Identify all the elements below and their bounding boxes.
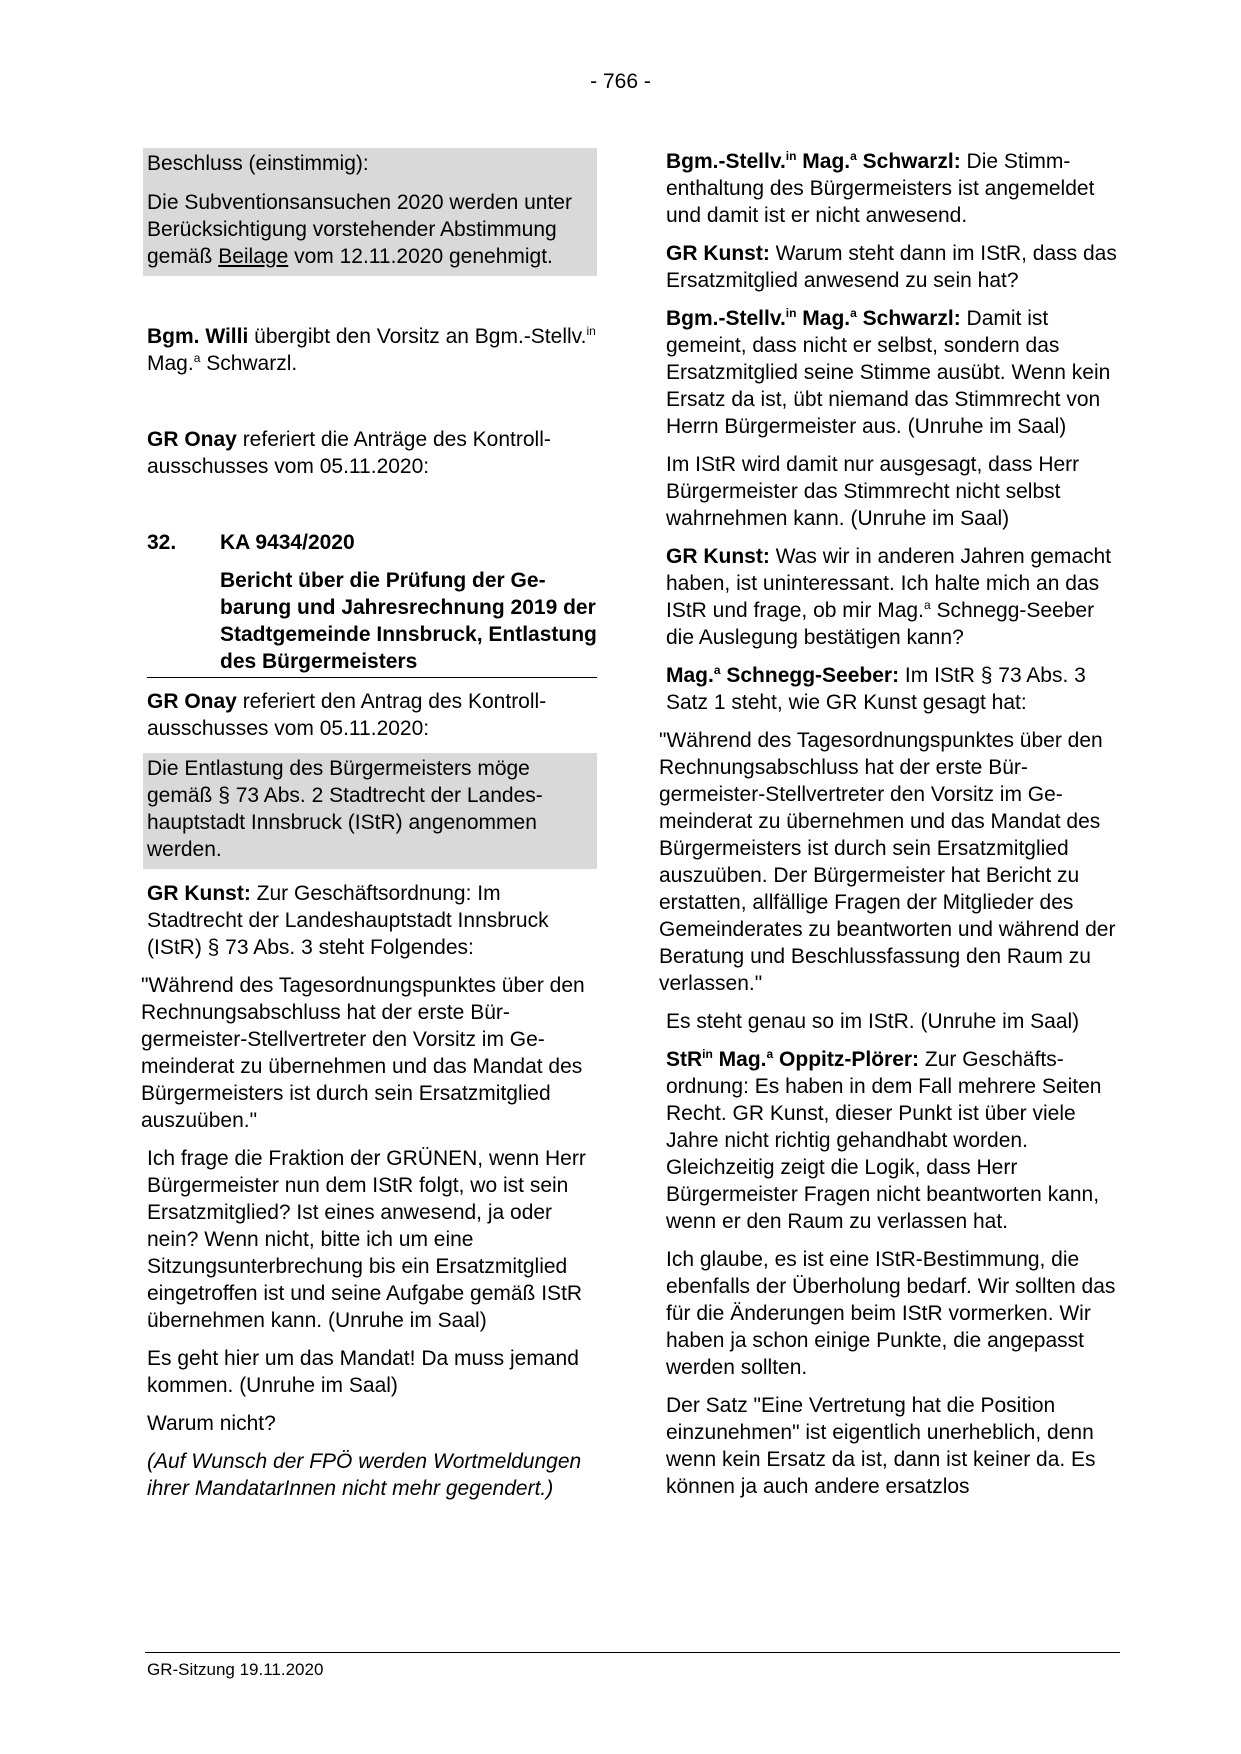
onay-paragraph-2	[147, 688, 597, 742]
resolution-label: Beschluss (einstimmig):	[147, 152, 369, 175]
paragraph-fpoe-note: (Auf Wunsch der FPÖ werden Wortmeldungen ihrer MandatarInnen nicht mehr gegendert.)	[147, 1450, 582, 1500]
speaker-name-part: Schwarzl:	[856, 307, 961, 330]
resolution-text-part: vom 12.11.2020 genehmigt.	[288, 245, 553, 268]
paragraph-text: referiert die Anträge des Kontrollausschusses vom 05.11.2020:	[147, 428, 551, 478]
agenda-item-code: KA 9434/2020	[220, 531, 355, 554]
speaker-name	[666, 150, 961, 173]
speaker-name-part: Mag.	[796, 307, 851, 330]
resolution-box	[143, 148, 597, 276]
speaker-name: GR Kunst:	[147, 882, 251, 905]
resolution-text	[147, 183, 593, 276]
resolution-text-part: Die Subventionsansuchen 2020 werden unter Berücksichtigung vorstehender Abstimmung gemäß	[147, 191, 572, 268]
speaker-name-part: StR	[666, 1048, 703, 1071]
speaker-name-part: Mag.	[712, 1048, 767, 1071]
speaker-name	[666, 664, 899, 687]
superscript: a	[713, 663, 721, 677]
superscript: a	[766, 1047, 774, 1061]
footer-divider	[145, 1652, 1120, 1653]
quote-paragraph-1: "Während des Tagesordnungspunktes über den Rechnungsabschluss hat der erste Bürgermeister-Stellvertreter den Vorsitz im Gemeinderat zu übernehmen und das Mandat des Bürgermeisters ist durch sein Ersatzmitglied auszuüben."	[141, 974, 585, 1132]
schnegg-paragraph	[666, 662, 1118, 716]
paragraph-text: Schwarzl.	[200, 352, 298, 375]
footer-session: GR-Sitzung 19.11.2020	[147, 1660, 324, 1679]
speaker-name-part: Schwarzl:	[856, 150, 961, 173]
paragraph-satz: Der Satz "Eine Vertretung hat die Position einzunehmen" ist eigentlich unerheblich, denn wenn kein Ersatz da ist, dann ist keiner da. Es können ja auch andere ersatzlos	[666, 1394, 1096, 1498]
speaker-name-part: Mag.	[666, 664, 714, 687]
paragraph-istr: Im IStR wird damit nur ausgesagt, dass Herr Bürgermeister das Stimmrecht nicht selbst wahrnehmen kann. (Unruhe im Saal)	[666, 453, 1080, 530]
paragraph-warum: Warum nicht?	[147, 1412, 276, 1435]
superscript: in	[785, 306, 797, 320]
paragraph-text: Die Stimmenthaltung des Bürgermeisters ist angemeldet und damit ist er nicht anwesend.	[666, 150, 1095, 227]
speaker-name: Bgm. Willi	[147, 325, 249, 348]
superscript: in	[586, 324, 596, 338]
paragraph-text: übergibt den Vorsitz an Bgm.-Stellv.	[248, 325, 587, 348]
willi-paragraph	[147, 323, 597, 377]
speaker-name	[666, 1048, 919, 1071]
superscript: a	[850, 306, 857, 320]
kunst-paragraph-3	[666, 543, 1118, 651]
paragraph-text: Was wir in anderen Jahren gemacht haben, ist uninteressant. Ich halte mich an das IStR und frage, ob mir Mag.	[666, 545, 1112, 622]
superscript: a	[850, 149, 857, 163]
paragraph-text: Damit ist gemeint, dass nicht er selbst, sondern das Ersatzmitglied seine Stimme ausübt. Wenn kein Ersatz da ist, übt niemand das Stimmrecht von Herrn Bürgermeister aus. (Unruhe im Saal)	[666, 307, 1111, 438]
speaker-name-part: Bgm.-Stellv.	[666, 307, 786, 330]
agenda-item-header	[147, 529, 597, 556]
paragraph-text: Zur Geschäftsordnung: Im Stadtrecht der Landeshauptstadt Innsbruck (IStR) § 73 Abs. 3 steht Folgendes:	[147, 882, 549, 959]
quote-paragraph-2: "Während des Tagesordnungspunktes über den Rechnungsabschluss hat der erste Bürgermeister-Stellvertreter den Vorsitz im Gemeinderat zu übernehmen und das Mandat des Bürgermeisters ist durch sein Ersatzmitglied auszuüben. Der Bürgermeister hat Bericht zu erstatten, allfällige Fragen der Mitglieder des Gemeinderates zu beantworten und während der Beratung und Beschlussfassung den Raum zu verlassen."	[659, 729, 1116, 995]
speaker-name: GR Onay	[147, 690, 237, 713]
speaker-name: GR Kunst:	[666, 242, 770, 265]
superscript: in	[702, 1047, 713, 1061]
speaker-name-part: Schnegg-Seeber:	[720, 664, 900, 687]
beilage-link[interactable]: Beilage	[218, 245, 289, 268]
paragraph-genau: Es steht genau so im IStR. (Unruhe im Saal)	[666, 1010, 1080, 1033]
speaker-name-part: Oppitz-Plörer:	[773, 1048, 920, 1071]
speaker-name	[666, 307, 961, 330]
schwarzl-paragraph-2	[666, 305, 1118, 440]
paragraph-mandat: Es geht hier um das Mandat! Da muss jemand kommen. (Unruhe im Saal)	[147, 1347, 579, 1397]
schwarzl-paragraph-1	[666, 148, 1118, 229]
page-number: - 766 -	[590, 70, 651, 93]
kunst-paragraph-2	[666, 240, 1118, 294]
right-column	[659, 148, 1118, 1511]
speaker-name: GR Onay	[147, 428, 237, 451]
motion-text: Die Entlastung des Bürgermeisters möge gemäß § 73 Abs. 2 Stadtrecht der Landeshauptstadt Innsbruck (IStR) angenommen werden.	[147, 757, 543, 861]
superscript: a	[923, 598, 931, 612]
superscript: a	[193, 351, 201, 365]
paragraph-text: Schnegg-Seeber die Auslegung bestätigen kann?	[666, 599, 1095, 649]
paragraph-text: Im IStR § 73 Abs. 3 Satz 1 steht, wie GR Kunst gesagt hat:	[666, 664, 1086, 714]
kunst-paragraph-1	[147, 880, 597, 961]
agenda-item-title: Bericht über die Prüfung der Gebarung und Jahresrechnung 2019 der Stadtgemeinde Innsbruck, Entlastung des Bürgermeisters	[147, 567, 597, 678]
speaker-name: GR Kunst:	[666, 545, 770, 568]
motion-box	[143, 753, 597, 869]
agenda-item-number: 32.	[147, 531, 177, 554]
paragraph-text: Mag.	[147, 352, 194, 375]
paragraph-text: Zur Geschäftsordnung: Es haben in dem Fall mehrere Seiten Recht. GR Kunst, dieser Punkt ist über viele Jahre nicht richtig gehandhabt worden. Gleichzeitig zeigt die Logik, dass Herr Bürgermeister Fragen nicht beantworten kann, wenn er den Raum zu verlassen hat.	[666, 1048, 1102, 1233]
onay-paragraph-1	[147, 426, 597, 480]
left-column	[141, 148, 597, 1513]
paragraph-text: Warum steht dann im IStR, dass das Ersatzmitglied anwesend zu sein hat?	[666, 242, 1117, 292]
paragraph-glaube: Ich glaube, es ist eine IStR-Bestimmung, die ebenfalls der Überholung bedarf. Wir sollten das für die Änderungen beim IStR vormerken. Wir haben ja schon einige Punkte, die angepasst werden sollten.	[666, 1248, 1116, 1379]
paragraph-text: referiert den Antrag des Kontrollausschusses vom 05.11.2020:	[147, 690, 547, 740]
speaker-name-part: Mag.	[796, 150, 851, 173]
superscript: in	[785, 149, 797, 163]
paragraph-fraktion: Ich frage die Fraktion der GRÜNEN, wenn Herr Bürgermeister nun dem IStR folgt, wo ist sein Ersatzmitglied? Ist eines anwesend, ja oder nein? Wenn nicht, bitte ich um eine Sitzungsunterbrechung bis ein Ersatzmitglied eingetroffen ist und seine Aufgabe gemäß IStR übernehmen kann. (Unruhe im Saal)	[147, 1147, 586, 1332]
speaker-name-part: Bgm.-Stellv.	[666, 150, 786, 173]
oppitz-paragraph	[666, 1046, 1118, 1235]
